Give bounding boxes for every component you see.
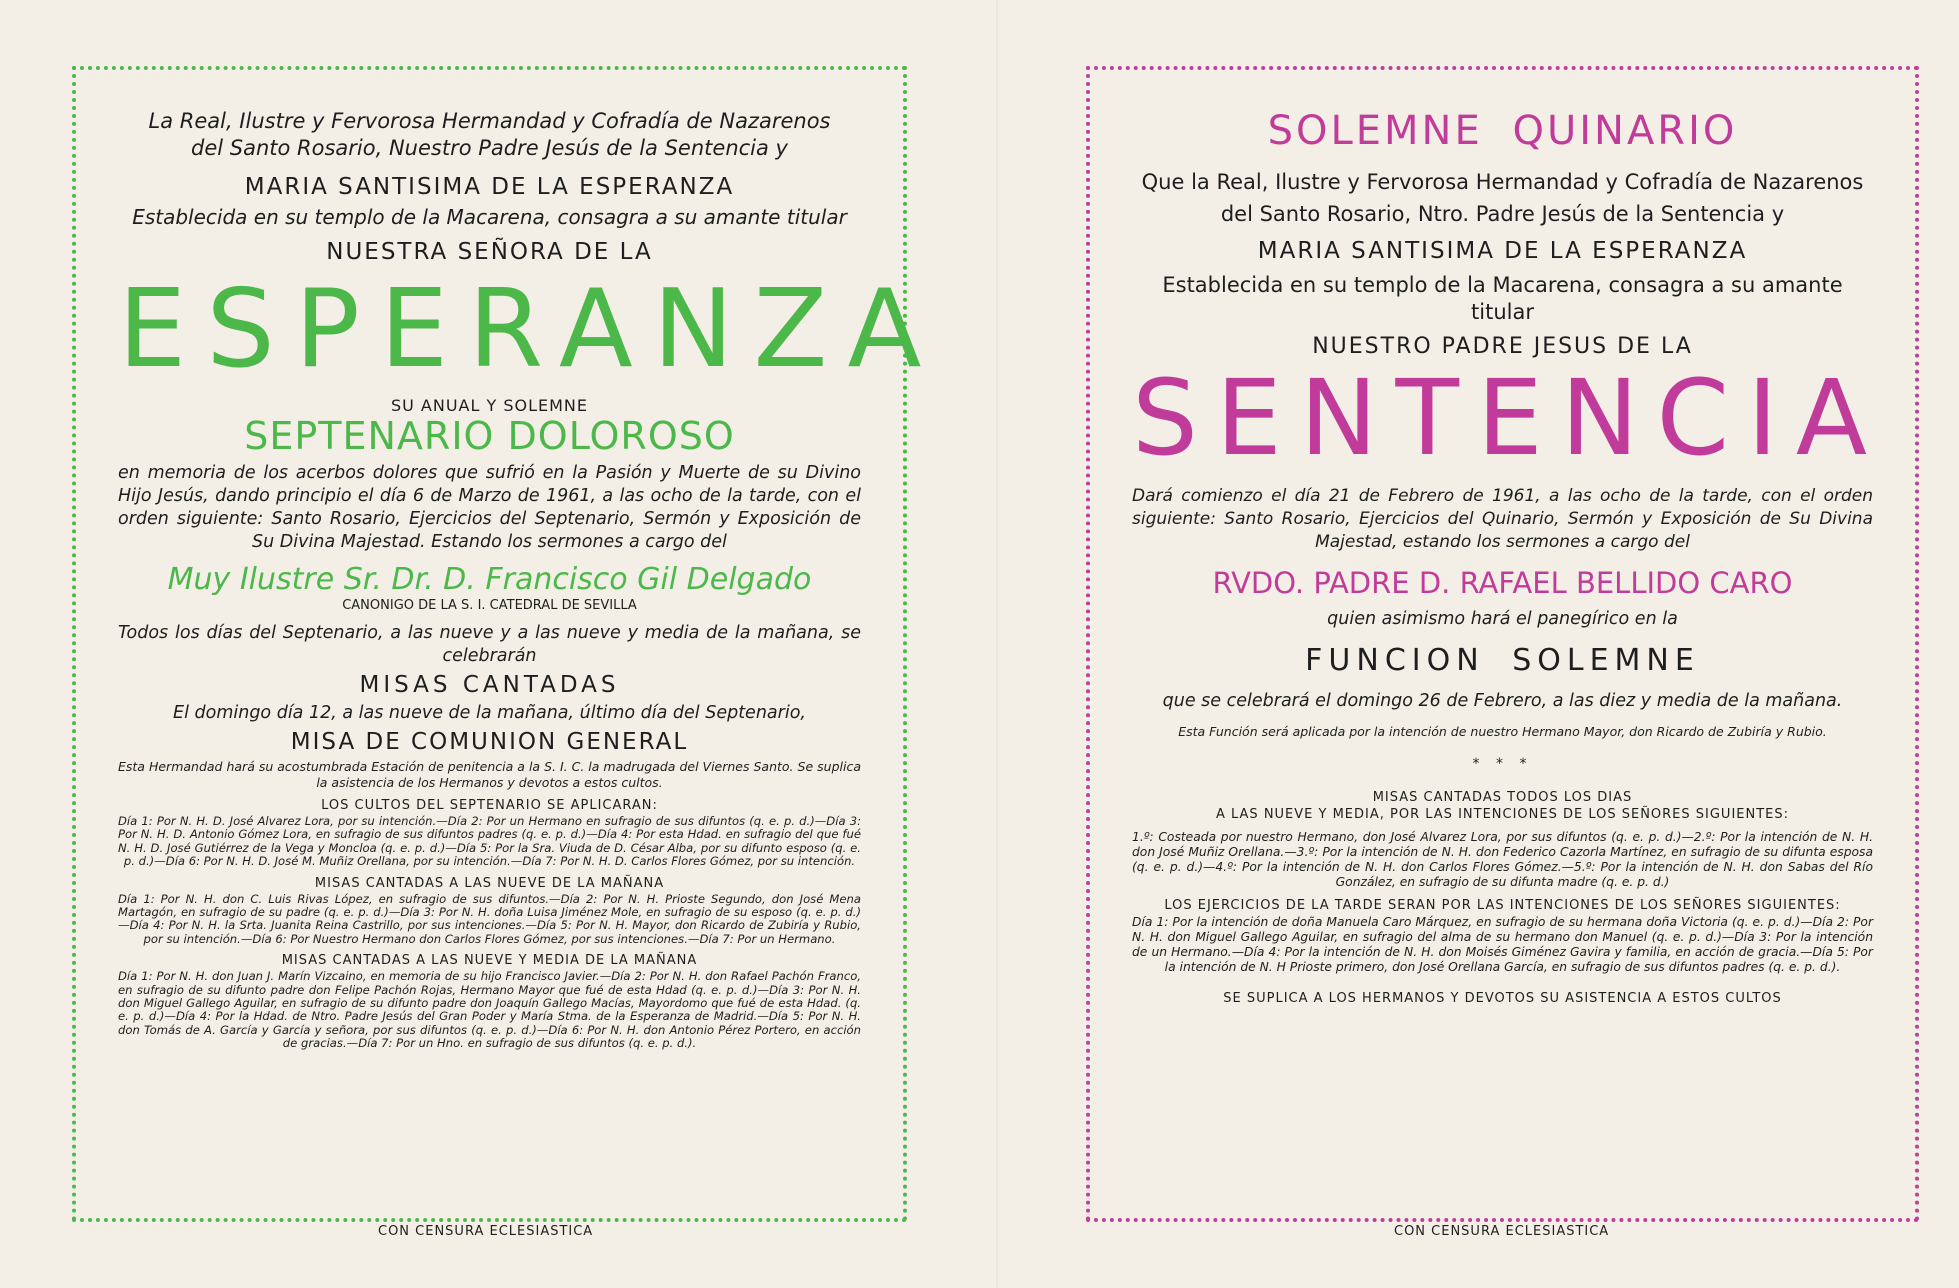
suplica-text: SE SUPLICA A LOS HERMANOS Y DEVOTOS SU ASISTENCIA A ESTOS CULTOS: [1223, 991, 1782, 1007]
nueve-media-heading: MISAS CANTADAS A LAS NUEVE Y MEDIA DE LA MAÑANA: [281, 953, 698, 969]
left-censura: CON CENSURA ECLESIASTICA: [378, 1224, 594, 1239]
right-preacher-name: RVDO. PADRE D. RAFAEL BELLIDO CARO: [1212, 566, 1793, 600]
cultos-text: Día 1: Por N. H. D. José Alvarez Lora, por su intención.—Día 2: Por un Hermano en sufragio de sus difuntos (q. e. p. d.)—Día 3: Por N. H. D. Antonio Gómez Lora, en sufragio de sus difuntos padres (q. e. p. d.)—Día 4: Por esta Hdad. en sufragio del que fué N. H. D. José Gutiérrez de la Vega y Moncloa (q. e. p. d.)—Día 5: Por la Sra. Viuda de D. César Alba, por su difunto esposo (q. e. p. d.)—Día 6: Por N. H. D. José M. Muñiz Orellana, por su intención.—Día 7: Por N. H. D. Carlos Flores Gómez, por su intención.: [118, 814, 861, 869]
nueve-y-media-heading: A LAS NUEVE Y MEDIA, POR LAS INTENCIONES DE LOS SEÑORES SIGUIENTES:: [1215, 807, 1790, 823]
nueve-media-text: Día 1: Por N. H. don Juan J. Marín Vizcaino, en memoria de su hijo Francisco Javier.—Día 2: Por N. H. don Rafael Pachón Franco, en sufragio de su difunto padre don Felipe Pachón Rojas, Hermano Mayor que fué de esta Hdad (q. e. p. d.)—Día 3: Por N. H. don Miguel Gallego Aguilar, en sufragio de su difunto padre don Joaquín Gallego Macías, Mayordomo que fué de esta Hdad. (q. e. p. d.)—Día 4: Por la Hdad. de Ntro. Padre Jesús del Gran Poder y María Stma. de la Esperanza de Madrid.—Día 5: Por N. H. don Tomás de A. García y García y señora, por sus difuntos (q. e. p. d.)—Día 6: Por N. H. don Antonio Pérez Portero, en acción de gracias.—Día 7: Por un Hno. en sufragio de sus difuntos (q. e. p. d.).: [118, 969, 861, 1051]
esperanza-title: ESPERANZA: [118, 267, 942, 392]
right-page-sentencia: [1086, 66, 1919, 1222]
establecida-text: Establecida en su templo de la Macarena, consagra a su amante titular: [132, 205, 847, 229]
cultos-heading: LOS CULTOS DEL SEPTENARIO SE APLICARAN:: [321, 798, 658, 813]
misas-todos-heading: MISAS CANTADAS TODOS LOS DIAS: [1372, 790, 1633, 806]
intro-text: La Real, Ilustre y Fervorosa Hermandad y Cofradía de Nazarenos del Santo Rosario, Nuestro Padre Jesús de la Sentencia y: [148, 109, 831, 160]
sentencia-title: SENTENCIA: [1132, 357, 1885, 479]
nueve-heading: MISAS CANTADAS A LAS NUEVE DE LA MAÑANA: [314, 875, 665, 891]
celebrara-text: que se celebrará el domingo 26 de Febrero, a las diez y media de la mañana.: [1162, 691, 1843, 711]
canonigo-text: CANONIGO DE LA S. I. CATEDRAL DE SEVILLA: [342, 598, 637, 613]
domingo-text: El domingo día 12, a las nueve de la mañana, último día del Septenario,: [173, 703, 806, 723]
maria-heading: MARIA SANTISIMA DE LA ESPERANZA: [244, 174, 735, 200]
ornament-stars: * * *: [1472, 756, 1533, 773]
quien-text: quien asimismo hará el panegírico en la: [1327, 609, 1678, 629]
quinario-heading: SOLEMNE QUINARIO: [1267, 108, 1738, 154]
dara-text: Dará comienzo el día 21 de Febrero de 1961, a las ocho de la tarde, con el orden siguiente: Santo Rosario, Ejercicios del Quinario, Sermón y Exposición de Su Divina Majestad, estando los sermones a cargo del: [1132, 486, 1873, 552]
fold-line: [996, 0, 998, 1288]
todos-text: Todos los días del Septenario, a las nueve y a las nueve y media de la mañana, se celebrarán: [118, 623, 861, 666]
nuestro-padre-heading: NUESTRO PADRE JESUS DE LA: [1312, 334, 1693, 359]
right-intro-text: Que la Real, Ilustre y Fervorosa Hermandad y Cofradía de Nazarenos del Santo Rosario, Ntro. Padre Jesús de la Sentencia y: [1141, 170, 1864, 226]
memoria-text: en memoria de los acerbos dolores que sufrió en la Pasión y Muerte de su Divino Hijo Jesús, dando principio el día 6 de Marzo de 1961, a las ocho de la tarde, con el orden siguiente: Santo Rosario, Ejercicios del Septenario, Sermón y Exposición de Su Divina Majestad. Estando los sermones a cargo del: [118, 463, 861, 552]
misa-comunion-heading: MISA DE COMUNION GENERAL: [290, 729, 689, 755]
nuestra-heading: NUESTRA SEÑORA DE LA: [326, 239, 653, 265]
aplicada-text: Esta Función será aplicada por la intención de nuestro Hermano Mayor, don Ricardo de Zubiría y Rubio.: [1178, 724, 1827, 739]
left-page-esperanza: [72, 66, 942, 1222]
estacion-text: Esta Hermandad hará su acostumbrada Estación de penitencia a la S. I. C. la madrugada del Viernes Santo. Se suplica la asistencia de los Hermanos y devotos a estos cultos.: [118, 759, 861, 790]
misas-intenciones-text: 1.º: Costeada por nuestro Hermano, don José Alvarez Lora, por sus difuntos (q. e. p. d.)—2.º: Por la intención de N. H. don José Muñiz Orellana.—3.º: Por la intención de N. H. don Federico Cazorla Martínez, en sufragio de su difunta esposa (q. e. p. d.)—4.º: Por la intención de N. H. don Carlos Flores Gómez.—5.º: Por la intención de N. H. don Sabas del Río González, en sufragio de su difunta madre (q. e. p. d.): [1132, 830, 1873, 890]
right-censura: CON CENSURA ECLESIASTICA: [1394, 1224, 1610, 1239]
ejercicios-heading: LOS EJERCICIOS DE LA TARDE SERAN POR LAS INTENCIONES DE LOS SEÑORES SIGUIENTES:: [1164, 898, 1841, 914]
right-maria-heading: MARIA SANTISIMA DE LA ESPERANZA: [1257, 238, 1748, 264]
preacher-name: Muy Ilustre Sr. Dr. D. Francisco Gil Delgado: [167, 562, 812, 597]
misas-cantadas-heading: MISAS CANTADAS: [359, 672, 620, 698]
right-establecida-text: Establecida en su templo de la Macarena, consagra a su amante titular: [1162, 273, 1843, 324]
ejercicios-text: Día 1: Por la intención de doña Manuela Caro Márquez, en sufragio de su hermana doña Victoria (q. e. p. d.)—Día 2: Por N. H. don Miguel Gallego Aguilar, en sufragio del alma de su hermano don Manuel (q. e. p. d.)—Día 3: Por la intención de un Hermano.—Día 4: Por la intención de N. H. don Moisés Giménez Gavira y familia, en acción de gracia.—Día 5: Por la intención de N. H Prioste primero, don José Orellana García, en sufragio de sus difuntos padres (q. e. p. d.).: [1132, 915, 1873, 975]
septenario-heading: SEPTENARIO DOLOROSO: [244, 414, 735, 458]
nueve-text: Día 1: Por N. H. don C. Luis Rivas López, en sufragio de sus difuntos.—Día 2: Por N. H. Prioste Segundo, don José Mena Martagón, en sufragio de su padre (q. e. p. d.)—Día 3: Por N. H. doña Luisa Jiménez Mole, en sufragio de su esposo (q. e. p. d.)—Día 4: Por N. H. la Srta. Juanita Reina Castrillo, por sus intenciones.—Día 5: Por N. H. Mayor, don Ricardo de Zubiría y Rubio, por su intención.—Día 6: Por Nuestro Hermano don Carlos Flores Gómez, por sus intenciones.—Día 7: Por un Hermano.: [118, 891, 861, 946]
funcion-heading: FUNCION SOLEMNE: [1305, 643, 1700, 678]
su-anual-text: SU ANUAL Y SOLEMNE: [390, 396, 589, 415]
